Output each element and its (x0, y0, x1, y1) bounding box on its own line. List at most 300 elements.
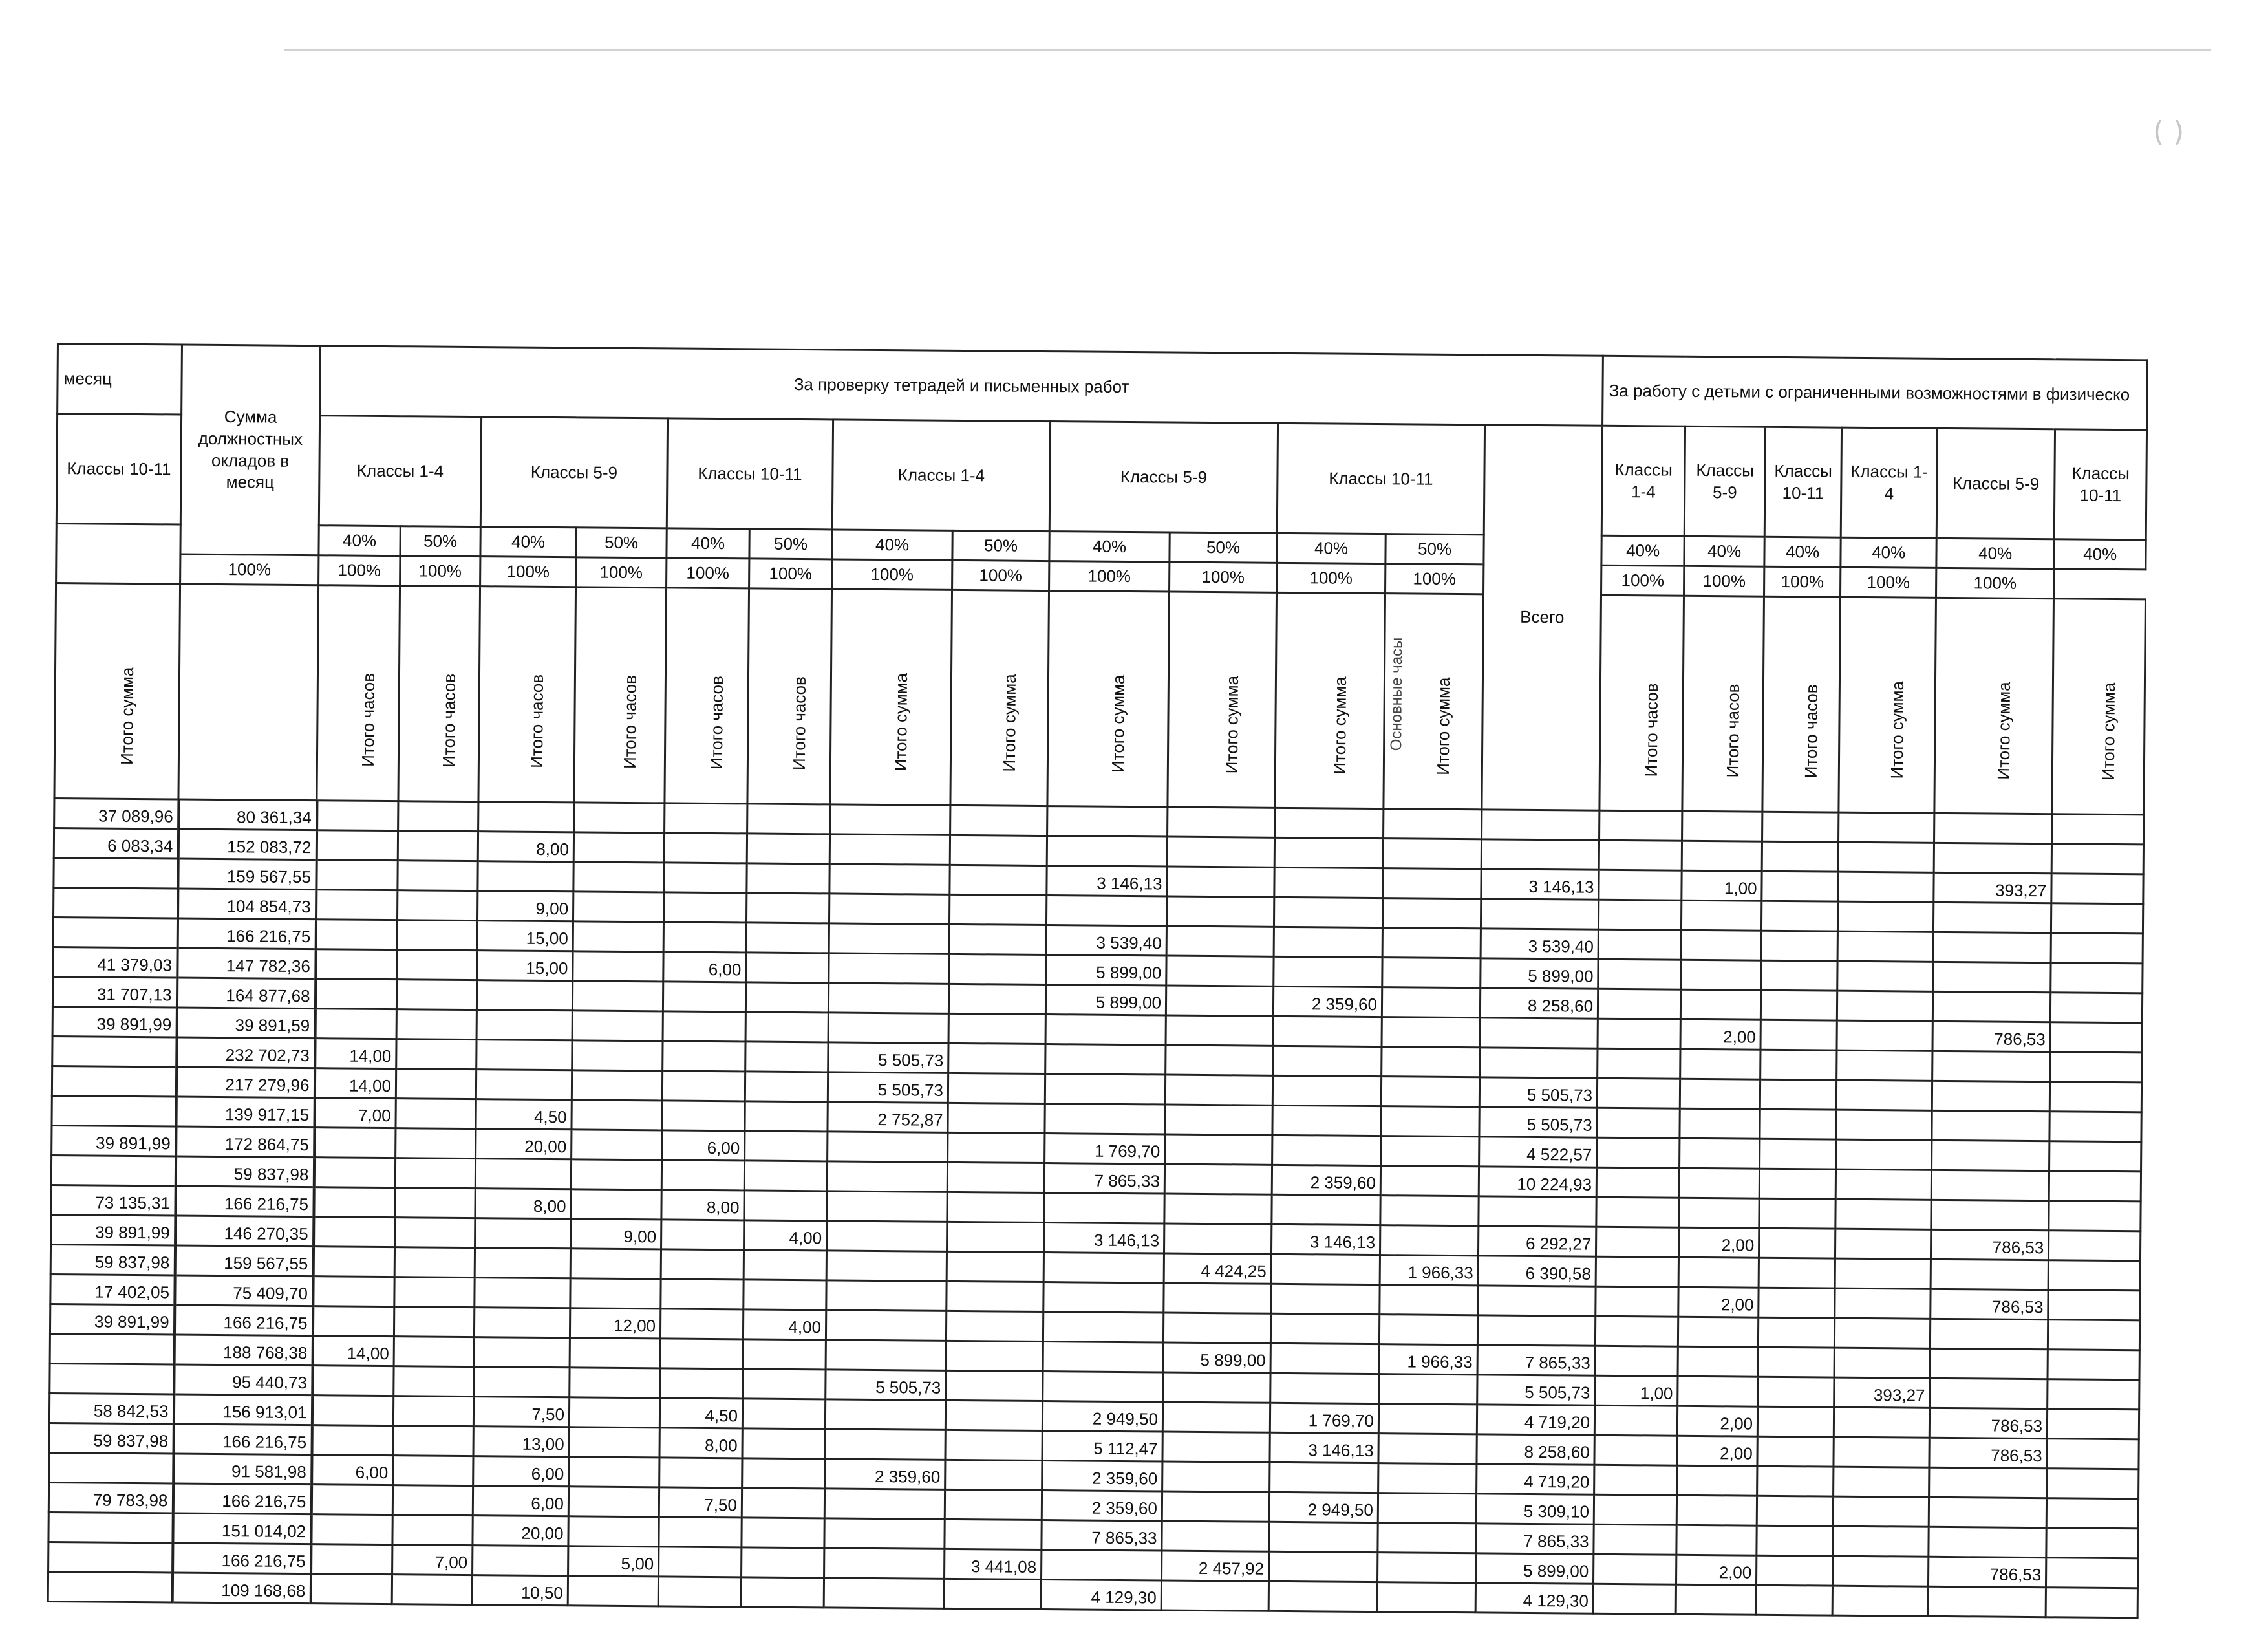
table-cell (2050, 1052, 2142, 1083)
sum-header: Итого сумма (1168, 592, 1277, 808)
table-cell (947, 1281, 1043, 1311)
salary-sum-header: Сумма должностных окладов в месяц (180, 345, 321, 555)
sum-classes-5-9-header: Классы 5-9 (1049, 422, 1278, 534)
table-cell (2048, 1320, 2140, 1350)
table-cell (2050, 1022, 2142, 1053)
table-cell: 4 719,20 (1477, 1405, 1594, 1435)
table-cell (746, 953, 829, 983)
table-cell (2048, 1350, 2139, 1380)
table-cell (568, 1516, 659, 1547)
table-cell (48, 1542, 173, 1573)
table-cell (1272, 1194, 1380, 1225)
sum-header: Итого сумма (830, 589, 952, 805)
table-cell (661, 1249, 744, 1280)
table-cell (824, 1578, 944, 1608)
hours-header: Итого часов (574, 587, 667, 803)
table-cell: 20,00 (476, 1129, 572, 1159)
table-cell (398, 861, 478, 891)
table-cell (663, 1011, 745, 1042)
table-cell (1378, 1553, 1476, 1583)
pct-cell: 100% (1277, 563, 1385, 593)
table-cell (54, 857, 178, 889)
table-cell (659, 1517, 742, 1547)
pct-cell: 50% (1170, 532, 1277, 563)
table-cell (1042, 1550, 1162, 1580)
table-cell (1274, 956, 1382, 987)
table-cell (1045, 1015, 1166, 1045)
special-needs-header: За работу с детьми с ограниченными возможностями в физическо (1603, 356, 2148, 430)
table-cell (2049, 1231, 2141, 1261)
table-cell (392, 1485, 473, 1516)
pct-cell: 40% (1764, 537, 1841, 567)
table-cell (659, 1458, 742, 1488)
table-cell (948, 1043, 1045, 1073)
table-cell (1165, 1075, 1272, 1105)
table-cell (313, 1277, 394, 1307)
pct-cell: 100% (832, 559, 952, 590)
table-cell (1596, 1286, 1678, 1317)
table-cell (475, 1278, 570, 1308)
table-cell: 8 258,60 (1477, 1434, 1594, 1465)
table-cell (475, 1218, 571, 1249)
table-cell: 1,00 (1595, 1375, 1678, 1406)
table-cell (569, 1427, 659, 1458)
table-cell: 3 146,13 (1047, 866, 1167, 896)
hours-header: Итого часов (1599, 595, 1684, 811)
pct-cell: 40% (667, 528, 749, 559)
table-cell (1596, 1197, 1679, 1227)
hours-header: Итого часов (317, 585, 400, 801)
table-cell: 5 899,00 (1045, 985, 1166, 1015)
table-cell (394, 1337, 474, 1367)
pct-cell: 100% (667, 558, 749, 588)
table-cell (1836, 1110, 1932, 1140)
table-cell (1274, 837, 1383, 868)
table-cell: 2,00 (1679, 1227, 1759, 1258)
table-cell (1165, 1134, 1272, 1165)
pct-cell: 100% (952, 560, 1049, 590)
table-cell (1835, 1229, 1931, 1259)
table-cell (1382, 1017, 1480, 1048)
table-cell (397, 950, 477, 980)
table-cell (572, 1130, 662, 1160)
table-cell (830, 804, 950, 835)
table-cell (658, 1577, 741, 1607)
table-cell: 10 224,93 (1479, 1167, 1596, 1197)
table-cell: 166 216,75 (173, 1424, 312, 1455)
table-cell (1836, 1080, 1932, 1110)
table-cell (829, 834, 950, 865)
table-cell (1930, 1378, 2048, 1408)
table-cell (1760, 1050, 1837, 1080)
table-cell: 4,50 (476, 1099, 572, 1130)
table-cell (1044, 1193, 1164, 1223)
table-cell (1837, 1050, 1932, 1081)
sum-classes-10-11-header: Классы 10-11 (1277, 423, 1484, 535)
table-cell (826, 1280, 947, 1311)
table-cell: 2,00 (1677, 1406, 1757, 1436)
table-cell (1834, 1437, 1929, 1467)
table-cell: 59 837,98 (49, 1423, 173, 1454)
table-cell (394, 1247, 475, 1278)
table-cell (1480, 1018, 1598, 1048)
table-cell (2049, 1141, 2141, 1172)
table-cell (570, 1338, 660, 1368)
table-cell (1482, 810, 1599, 840)
table-cell (1761, 931, 1837, 961)
table-cell: 2 359,60 (1042, 1461, 1162, 1491)
table-cell (661, 1279, 744, 1310)
table-cell: 2 359,60 (1273, 986, 1382, 1017)
table-cell (741, 1577, 824, 1608)
table-cell (396, 1039, 476, 1070)
table-cell (1762, 841, 1838, 872)
hours-header: Итого часов (398, 586, 480, 802)
table-cell (316, 920, 397, 950)
table-cell (1596, 1256, 1678, 1287)
table-cell (474, 1367, 570, 1397)
table-cell (1761, 960, 1837, 991)
table-cell (1271, 1254, 1380, 1284)
table-cell: 4,50 (659, 1398, 742, 1428)
table-cell (1757, 1406, 1834, 1437)
table-cell (314, 1128, 396, 1158)
table-cell (570, 1368, 660, 1398)
notebook-check-header: За проверку тетрадей и письменных работ (320, 346, 1603, 426)
table-cell (663, 982, 745, 1012)
table-cell: 6,00 (662, 1130, 745, 1161)
table-cell (949, 954, 1046, 984)
table-cell (1681, 960, 1761, 990)
table-cell: 31 707,13 (52, 976, 177, 1008)
table-cell (949, 924, 1046, 954)
table-cell (827, 1191, 947, 1222)
table-cell (1270, 1373, 1379, 1403)
table-cell (826, 1310, 946, 1341)
table-cell (1379, 1374, 1477, 1405)
pct-cell: 50% (1385, 534, 1484, 565)
table-cell: 17 402,05 (50, 1274, 175, 1305)
pct-cell: 40% (319, 526, 400, 556)
table-cell (1162, 1402, 1270, 1432)
table-cell (1168, 807, 1275, 837)
table-cell (945, 1400, 1042, 1430)
table-cell (1929, 1467, 2047, 1498)
table-cell (661, 1220, 744, 1250)
table-cell: 7,50 (473, 1397, 569, 1427)
table-cell (1931, 1200, 2049, 1230)
table-cell (1046, 896, 1166, 926)
table-cell: 41 379,03 (53, 947, 177, 978)
table-cell: 166 216,75 (173, 1543, 311, 1574)
table-cell (1598, 959, 1681, 989)
table-cell (945, 1460, 1042, 1490)
table-cell: 2 359,60 (1272, 1165, 1380, 1195)
sum-header: Итого сумма (950, 590, 1049, 806)
table-cell (2051, 963, 2143, 993)
blank-cell (178, 584, 319, 801)
table-cell (2047, 1409, 2139, 1439)
table-cell: 104 854,73 (178, 889, 316, 920)
table-cell (569, 1397, 659, 1428)
table-cell (1599, 900, 1682, 930)
table-cell (1598, 1048, 1680, 1079)
table-cell (659, 1547, 742, 1577)
table-cell (742, 1458, 825, 1489)
table-cell (1383, 868, 1481, 899)
table-cell (393, 1456, 473, 1486)
table-cell (310, 1574, 392, 1604)
table-cell (1045, 1074, 1165, 1105)
table-cell (1167, 867, 1274, 897)
table-cell (1932, 1140, 2049, 1170)
table-cell (48, 1571, 172, 1602)
table-cell: 3 441,08 (945, 1549, 1042, 1579)
table-cell (473, 1546, 568, 1576)
table-cell (1681, 989, 1761, 1020)
table-cell: 2,00 (1676, 1555, 1757, 1585)
table-cell (1272, 1105, 1381, 1136)
table-cell (1679, 1198, 1759, 1228)
table-cell (1167, 837, 1274, 867)
table-cell (1378, 1523, 1476, 1553)
pct-cell: 100% (180, 554, 319, 585)
pct-cell: 40% (2054, 539, 2146, 570)
table-cell (948, 984, 1045, 1014)
table-cell (1929, 1497, 2046, 1527)
sum-header: Итого сумма (1934, 598, 2054, 814)
table-cell (1275, 808, 1384, 838)
table-cell (1163, 1372, 1270, 1403)
table-cell (1274, 927, 1382, 957)
table-cell: 12,00 (570, 1308, 660, 1339)
pct-cell: 100% (1170, 562, 1277, 592)
table-cell: 2,00 (1678, 1287, 1759, 1317)
table-cell (572, 1100, 662, 1130)
table-cell (476, 1040, 572, 1070)
table-cell (1043, 1372, 1163, 1402)
table-cell (316, 830, 398, 861)
table-cell (1760, 990, 1837, 1020)
table-cell (1676, 1495, 1757, 1525)
table-cell (1274, 897, 1382, 927)
table-cell (573, 921, 663, 952)
table-cell (1047, 806, 1168, 837)
table-cell (829, 953, 949, 984)
table-cell (1598, 1018, 1680, 1049)
table-cell (1166, 926, 1274, 956)
table-cell: 217 279,96 (176, 1067, 314, 1098)
month-header-fragment: месяц (58, 344, 182, 415)
table-cell: 7 865,33 (1476, 1524, 1594, 1554)
table-cell (1166, 986, 1273, 1016)
table-cell (662, 1101, 745, 1131)
table-cell (394, 1366, 474, 1397)
table-cell (2051, 844, 2143, 874)
pct-cell: 100% (319, 555, 400, 586)
hours-header: Итого часов (747, 588, 832, 804)
table-cell (1382, 928, 1481, 958)
table-cell (52, 1036, 177, 1067)
table-cell (1268, 1581, 1377, 1611)
table-cell: 2 949,50 (1269, 1492, 1378, 1522)
table-cell: 164 877,68 (177, 978, 315, 1009)
table-cell (395, 1218, 475, 1248)
table-cell (1838, 872, 1934, 902)
table-cell (743, 1369, 826, 1399)
table-cell: 2 359,60 (1042, 1491, 1162, 1521)
table-cell (571, 1159, 661, 1190)
pct-cell: 40% (1049, 532, 1170, 562)
data-table (47, 343, 2148, 1619)
table-cell: 4 522,57 (1479, 1137, 1597, 1167)
table-cell: 786,53 (1931, 1289, 2048, 1319)
table-cell (1759, 1258, 1835, 1288)
table-cell (742, 1428, 825, 1459)
table-cell (314, 1217, 395, 1247)
table-cell (1834, 1407, 1929, 1438)
table-cell (1682, 841, 1762, 871)
table-cell (948, 1103, 1045, 1133)
table-cell (947, 1162, 1044, 1192)
table-cell (1270, 1343, 1379, 1374)
pct-cell: 50% (576, 528, 667, 558)
table-cell (824, 1489, 945, 1519)
table-cell (1680, 1108, 1760, 1139)
table-cell: 6 390,58 (1478, 1256, 1596, 1286)
table-cell (745, 982, 828, 1013)
table-cell: 7 865,33 (1042, 1520, 1162, 1551)
table-cell (572, 1070, 662, 1101)
table-cell (1757, 1525, 1833, 1556)
table-cell (1597, 1137, 1680, 1168)
table-cell: 5 899,00 (1046, 955, 1166, 986)
table-cell: 14,00 (312, 1336, 394, 1366)
table-cell (747, 804, 830, 834)
table-cell: 159 567,55 (175, 1245, 313, 1277)
table-cell (825, 1429, 945, 1460)
table-cell (2046, 1588, 2137, 1618)
table-cell (50, 1333, 174, 1364)
table-cell: 39 891,99 (52, 1125, 176, 1156)
table-cell: 4 424,25 (1164, 1253, 1271, 1284)
table-cell (1931, 1259, 2048, 1289)
table-cell (1598, 929, 1681, 960)
table-cell (311, 1514, 392, 1545)
table-cell (312, 1396, 393, 1426)
table-cell (1838, 901, 1934, 932)
table-cell (316, 949, 397, 980)
table-cell (1481, 839, 1599, 870)
table-cell (2052, 814, 2144, 845)
table-cell (1380, 1166, 1479, 1196)
table-cell: 7,00 (314, 1098, 396, 1128)
table-cell (1480, 1048, 1598, 1078)
table-cell (829, 923, 949, 954)
table-cell (825, 1399, 945, 1430)
table-cell (573, 951, 663, 982)
hours-classes-1-4-header: Классы 1-4 (319, 416, 481, 527)
table-cell (317, 801, 398, 831)
table-cell: 786,53 (1932, 1021, 2050, 1051)
table-cell: 6,00 (473, 1456, 569, 1487)
table-cell (476, 980, 572, 1011)
table-cell: 139 917,15 (176, 1097, 314, 1128)
table-cell: 59 837,98 (175, 1156, 314, 1187)
table-cell (2051, 874, 2143, 904)
b-hours-10-11-header: Классы 10-11 (1764, 427, 1841, 537)
table-cell (316, 890, 398, 920)
b-sum-5-9-header: Классы 5-9 (1936, 428, 2055, 539)
table-cell: 91 581,98 (173, 1454, 312, 1485)
table-cell (1382, 898, 1481, 929)
table-cell: 166 216,75 (177, 918, 316, 949)
table-cell (1837, 1020, 1932, 1051)
table-cell (1835, 1288, 1931, 1319)
table-cell (1594, 1494, 1676, 1525)
table-cell (1479, 1196, 1596, 1227)
table-cell: 75 409,70 (175, 1275, 313, 1306)
table-cell (1043, 1312, 1163, 1342)
table-cell: 8,00 (661, 1190, 744, 1220)
table-cell: 9,00 (571, 1219, 661, 1249)
table-cell (569, 1457, 659, 1487)
pct-cell: 100% (576, 557, 667, 588)
table-cell (1272, 1135, 1381, 1165)
table-cell: 1 769,70 (1270, 1403, 1378, 1433)
table-cell: 156 913,01 (173, 1394, 312, 1425)
table-cell (1163, 1313, 1270, 1343)
table-cell (946, 1370, 1043, 1401)
table-cell (1934, 843, 2051, 873)
table-cell (1682, 811, 1762, 841)
table-cell (744, 1250, 826, 1280)
table-cell (50, 1363, 174, 1394)
table-cell: 786,53 (1929, 1557, 2046, 1587)
table-cell (1933, 932, 2051, 962)
table-cell (1162, 1461, 1270, 1492)
table-cell (476, 1010, 572, 1040)
table-cell (1930, 1348, 2048, 1379)
table-cell (824, 1548, 945, 1579)
table-cell (51, 1155, 175, 1186)
table-cell: 39 891,99 (50, 1304, 174, 1335)
table-cell (312, 1366, 394, 1396)
table-cell (1832, 1586, 1928, 1616)
table-cell (2046, 1558, 2138, 1588)
pct-cell: 100% (1684, 566, 1764, 596)
table-cell: 8 258,60 (1480, 988, 1598, 1018)
overlap-note: Основные часы (1387, 637, 1406, 751)
table-cell (1758, 1347, 1834, 1377)
table-cell (745, 1101, 828, 1132)
pct-cell: 100% (1936, 568, 2054, 598)
table-cell (660, 1339, 743, 1369)
table-cell: 152 083,72 (178, 829, 316, 860)
table-cell (1273, 1046, 1382, 1076)
pct-cell: 100% (749, 559, 832, 589)
table-cell (945, 1430, 1042, 1460)
table-cell: 39 891,99 (52, 1006, 177, 1037)
table-cell (392, 1515, 473, 1546)
hours-classes-10-11-header: Классы 10-11 (667, 418, 833, 530)
table-cell (1269, 1551, 1378, 1582)
table-cell (829, 894, 949, 924)
table-cell (393, 1426, 473, 1456)
table-cell (1834, 1467, 1929, 1497)
table-cell (1837, 991, 1932, 1021)
sum-header: Итого сумма (2052, 599, 2146, 815)
